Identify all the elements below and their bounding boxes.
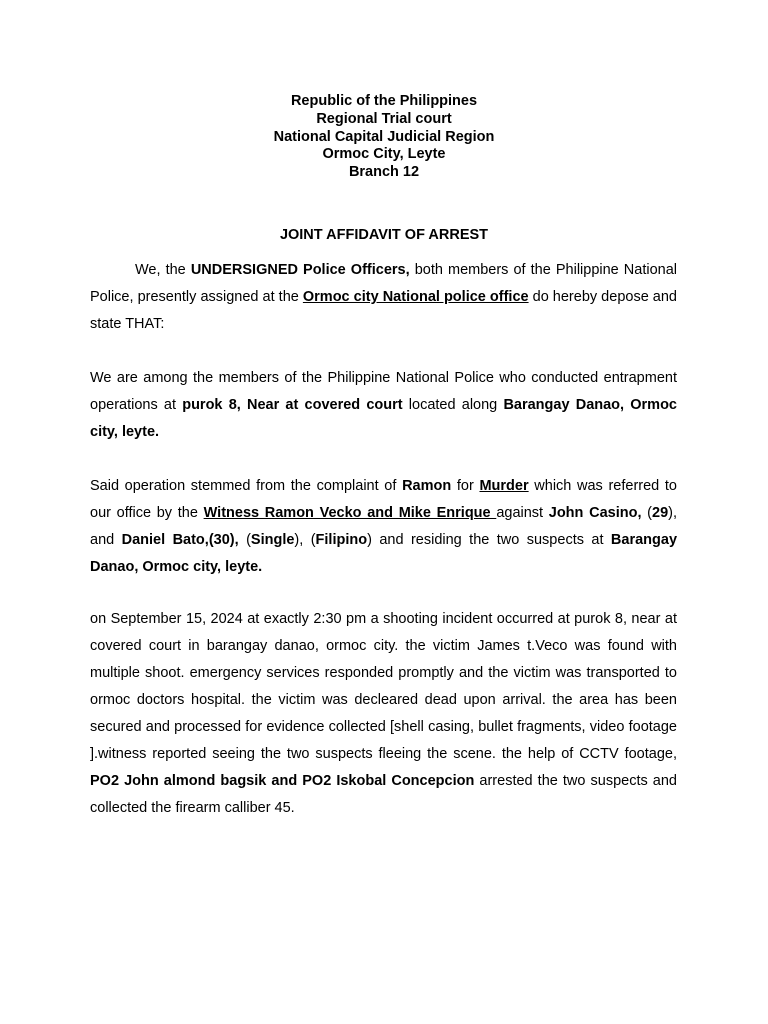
p2-text-1: We are among the members of the Philippine National Police who conducted entrapment operations at <box>90 370 677 413</box>
paragraph-operation <box>90 365 677 446</box>
header-line-region: National Capital Judicial Region <box>273 128 495 145</box>
p1-text-1: We, the <box>135 262 191 278</box>
document-title: JOINT AFFIDAVIT OF ARREST <box>279 227 489 243</box>
p3-text-1: Said operation stemmed from the complaint of <box>90 478 403 494</box>
p3-text-6: ), and <box>90 505 677 548</box>
p3-bold-age: 29 <box>652 505 669 521</box>
court-header <box>0 93 768 182</box>
p3-text-8: ), ( <box>294 532 316 548</box>
p1-bold-officers: UNDERSIGNED Police Officers, <box>190 262 410 278</box>
p1-bold-office: Ormoc city National police office <box>302 289 529 305</box>
p3-bold-complainant: Ramon <box>402 478 452 494</box>
header-line-branch: Branch 12 <box>348 164 420 181</box>
header-line-city: Ormoc City, Leyte <box>322 146 446 163</box>
p4-text-1: on September 15, 2024 at exactly 2:30 pm a shooting incident occurred at purok 8, near at covered court in barangay danao, ormoc city. the victim James t.Veco was found with multiple shoot. emergency services responded promptly and the victim was transported to ormoc doctors hospital. the victim was decleared dead upon arrival. the area has been secured and processed for evidence collected [shell casing, bullet fragments, video footage ].witness reported seeing the two suspects fleeing the scene. the help of CCTV footage, <box>90 611 677 762</box>
p4-bold-officers: PO2 John almond bagsik and PO2 Iskobal Concepcion <box>90 773 475 789</box>
header-line-republic: Republic of the Philippines <box>290 93 478 109</box>
p3-text-2: for <box>451 478 480 494</box>
p3-bold-nationality: Filipino <box>315 532 368 548</box>
paragraph-complaint <box>90 473 677 581</box>
p1-text-3: do hereby depose and state THAT: <box>90 289 677 332</box>
p3-text-5: ( <box>641 505 652 521</box>
paragraph-incident <box>90 606 677 822</box>
p3-bold-witness: Witness Ramon Vecko and Mike Enrique <box>203 505 497 521</box>
p1-text-2: both members of the Philippine National Police, presently assigned at the <box>90 262 678 305</box>
p3-bold-residence: Barangay Danao, Ormoc city, leyte. <box>90 532 678 575</box>
p3-text-3: which was referred to our office by the <box>90 478 677 521</box>
p4-text-2: arrested the two suspects and collected the firearm calliber 45. <box>90 773 677 816</box>
p2-bold-barangay: Barangay Danao, Ormoc city, leyte. <box>90 397 677 440</box>
p3-text-7: ( <box>238 532 251 548</box>
p3-text-9: ) and residing the two suspects at <box>367 532 611 548</box>
p3-bold-suspect-2: Daniel Bato,(30), <box>121 532 239 548</box>
header-line-court: Regional Trial court <box>316 110 452 127</box>
p2-text-2: located along <box>402 397 504 413</box>
p3-bold-charge: Murder <box>479 478 529 494</box>
p3-text-4: against <box>496 505 549 521</box>
p3-bold-status: Single <box>250 532 295 548</box>
p3-bold-suspect-1: John Casino, <box>548 505 642 521</box>
paragraph-introduction <box>90 257 677 338</box>
p2-bold-location: purok 8, Near at covered court <box>182 397 403 413</box>
